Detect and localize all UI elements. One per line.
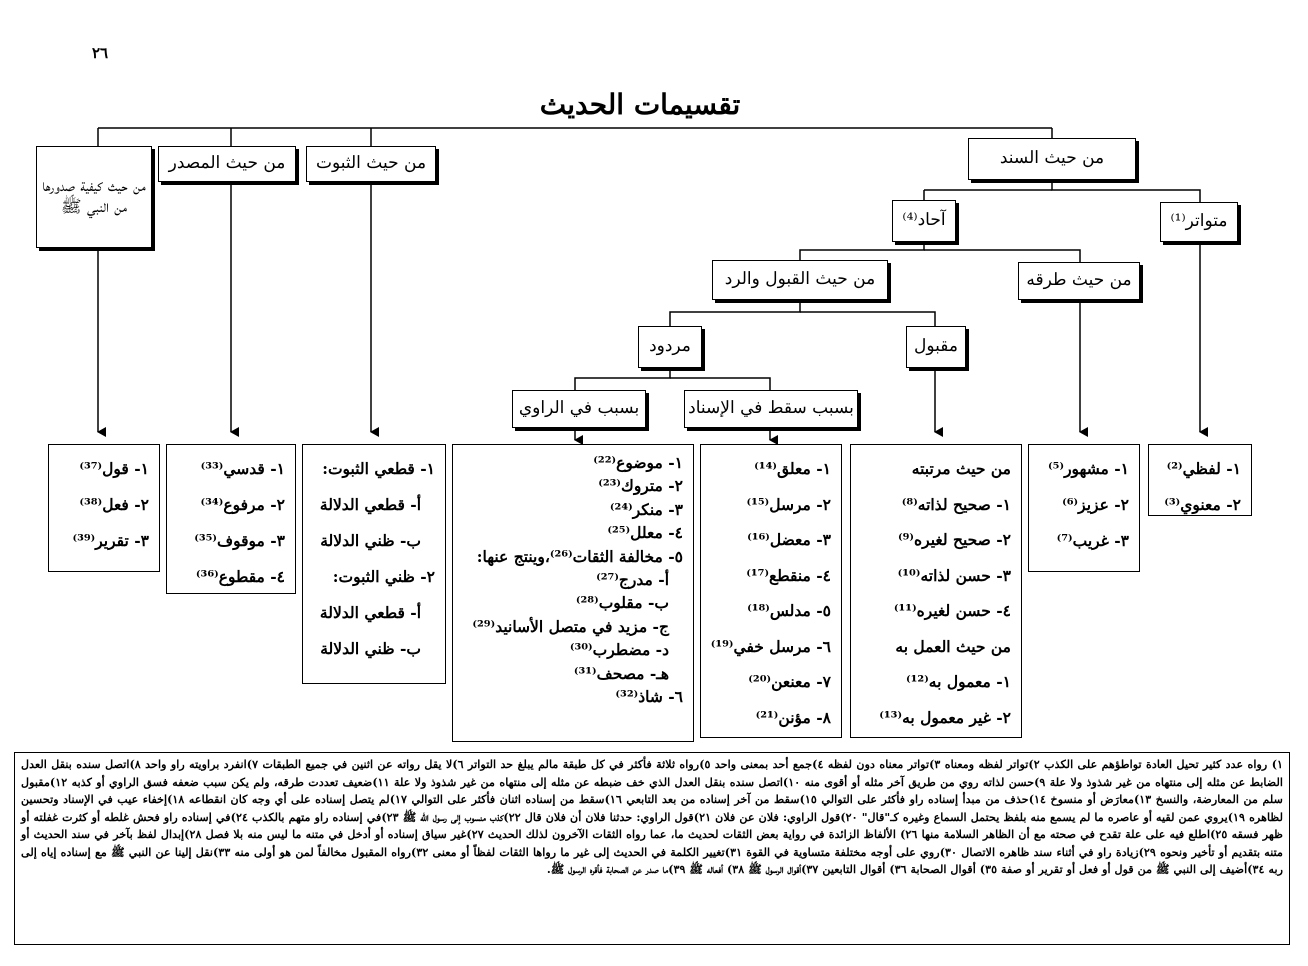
list-item: ١- معلق⁽¹⁴⁾	[754, 459, 831, 478]
list-item: ٥- مخالفة الثقات⁽²⁶⁾،وينتج عنها:	[476, 546, 683, 566]
footnotes-box	[14, 752, 1290, 945]
page-number: ٢٦	[92, 44, 109, 62]
list-item: ٣- منكر⁽²⁴⁾	[609, 499, 683, 519]
list-item: ٤- منقطع⁽¹⁷⁾	[746, 565, 831, 585]
list-item: ٢- مرفوع⁽³⁴⁾	[200, 495, 285, 514]
list-item: ٤- حسن لغيره⁽¹¹⁾	[893, 601, 1011, 620]
list-item: ٧- معنعن⁽²⁰⁾	[748, 672, 831, 691]
list-item: ٢- متروك⁽²³⁾	[598, 476, 683, 496]
list-item: د- مضطرب⁽³⁰⁾	[569, 640, 669, 660]
list-item: ب- ظني الدلالة	[320, 531, 421, 550]
list-item: أ- قطعي الدلالة	[319, 495, 421, 514]
list-item: ٢- غير معمول به⁽¹³⁾	[879, 707, 1011, 727]
list-item: ٤- مقطوع⁽³⁶⁾	[195, 567, 285, 586]
node-sabab-rawi: بسبب في الراوي	[512, 390, 646, 428]
list-item: ١- معمول به⁽¹²⁾	[905, 672, 1011, 691]
list-rawi	[452, 444, 694, 742]
node-mutawatir: متواتر⁽¹⁾	[1160, 202, 1238, 242]
list-heading: من حيث العمل به	[895, 636, 1011, 656]
list-mutawatir	[1148, 444, 1252, 516]
list-item: ٦- شاذ⁽³²⁾	[615, 687, 683, 707]
list-item: ٢- عزيز⁽⁶⁾	[1062, 495, 1129, 514]
list-item: ٨- مؤنن⁽²¹⁾	[755, 707, 831, 727]
list-item: هـ- مصحف⁽³¹⁾	[573, 663, 669, 683]
list-kayfiya	[48, 444, 160, 572]
category-masdar: من حيث المصدر	[158, 146, 296, 182]
list-item: ٢- فعل⁽³⁸⁾	[79, 495, 149, 514]
list-saqt	[700, 444, 842, 738]
list-item: ٢- معنوي⁽³⁾	[1164, 495, 1241, 514]
list-item: ب- مقلوب⁽²⁸⁾	[575, 593, 669, 613]
list-item: ٦- مرسل خفي⁽¹⁹⁾	[710, 636, 831, 656]
list-heading: من حيث مرتبته	[911, 459, 1011, 478]
list-item: ٣- غريب⁽⁷⁾	[1056, 531, 1129, 550]
list-item: أ- قطعي الدلالة	[319, 603, 421, 622]
list-item: ٣- موقوف⁽³⁵⁾	[194, 531, 285, 550]
list-item: ب- ظني الدلالة	[320, 639, 421, 658]
list-maqbul	[850, 444, 1022, 738]
list-item: ٢- صحيح لغيره⁽⁹⁾	[898, 530, 1011, 549]
list-item: ٤- معلل⁽²⁵⁾	[607, 523, 683, 543]
node-mardud: مردود	[638, 326, 702, 368]
category-thubut: من حيث الثبوت	[306, 146, 436, 182]
node-ahad: آحاد⁽⁴⁾	[892, 200, 956, 242]
category-kayfiya: من حيث كيفية صدورها من النبي ﷺ	[36, 146, 152, 248]
list-item: ج- مزيد في متصل الأسانيد⁽²⁹⁾	[472, 616, 669, 636]
list-item: ٣- تقرير⁽³⁹⁾	[72, 531, 149, 550]
list-item: ١- موضوع⁽²²⁾	[593, 453, 683, 472]
list-item: ٢- ظني الثبوت:	[332, 567, 435, 586]
list-item: ٣- حسن لذاته⁽¹⁰⁾	[897, 565, 1011, 585]
footnotes-text: ١) رواه عدد كثير تحيل العادة تواطؤهم على الكذب ٢)تواتر لفظه ومعناه ٣)تواتر معناه دون لفظه ٤)جمع أحد بمعنى واحد ٥)رواه ثلاثة فأكثر في كل طبقة مالم يبلغ حد التواتر ٦)لا يقل رواته عن اثنين في جميع الطبقات ٧)انفرد براويته راو واحد ٨)اتصل سنده بنقل العدل الضابط عن مثله إلى منتهاه من غير شذوذ ولا علة ٩)حسن لذاته روي من طريق آخر مثله أو أقوى منه ١٠)اتصل سنده بنقل العدل الذي خف ضبطه عن مثله إلى منتهاه من غير شذوذ ولا علة ١١)ضعيف تعددت طرقه، ولم يكن سبب ضعفه فسق الراوي أو كذبه ١٢)مقبول سلم من المعارضة، والنسخ ١٣)معارَض أو منسوخ ١٤)حذف من مبدأ إسناده راو فأكثر على التوالي ١٥)سقط من آخر إسناده من بعد التابعي ١٦)سقط من إسناده اثنان فأكثر على التوالي ١٧)لم يتصل إسناده على أي وجه كان انقطاعه ١٨)إخفاء عيب في الإسناد وتحسين لظاهره ١٩)يروي عمن لقيه أو عاصره ما لم يسمع منه بلفظ يحتمل السماع وغيره كـ"قال" ٢٠)قول الراوي: فلان عن فلان ٢١)قول الراوي: حدثنا فلان أن فلان قال ٢٢)كذب منسوب إلى رسول الله ﷺ ٢٣)في إسناده راو متهم بالكذب ٢٤)في إسناده راو فحش غلطه أو كثرت غفلته أو ظهر فسقه ٢٥)اطلع فيه على علة تقدح في صحته مع أن الظاهر السلامة منها ٢٦) الألفاظ الزائدة في رواية بعض الثقات لحديث ما، عما رواه الثقات الآخرون لذلك الحديث ٢٧)غير سياق إسناده أو أدخل في متنه ما ليس منه بلا فصل ٢٨)إبدال لفظ بآخر في سند الحديث أو متنه بتقديم أو تأخير ونحوه ٢٩)زيادة راو في أثناء سند ظاهره الاتصال ٣٠)روي على أوجه مختلفة متساوية في القوة ٣١)تغيير الكلمة في الحديث إلى غير ما رواها الثقات لفظاً أو معنى ٣٢)رواه المقبول مخالفاً لمن هو أولى منه ٣٣)نقل إلينا عن النبي ﷺ مع إسناده إياه إلى ربه ٣٤)أضيف إلى النبي ﷺ من قول أو فعل أو تقرير أو صفة ٣٥) أقوال الصحابة ٣٦) أقوال التابعين ٣٧)أقوال الرسول ﷺ ٣٨) أفعاله ﷺ ٣٩)ما صدر عن الصحابة فأقره الرسول ﷺ.	[21, 757, 1284, 876]
list-item: ١- صحيح لذاته⁽⁸⁾	[901, 494, 1011, 514]
list-item: أ- مدرج⁽²⁷⁾	[596, 570, 669, 590]
node-turuq: من حيث طرقه	[1018, 262, 1140, 300]
list-item: ١- قول⁽³⁷⁾	[79, 459, 149, 478]
node-maqbul: مقبول	[906, 326, 966, 368]
node-saqt-isnad: بسبب سقط في الإسناد	[684, 390, 858, 428]
list-item: ١- قدسي⁽³³⁾	[200, 459, 285, 478]
list-item: ١- قطعي الثبوت:	[322, 459, 435, 478]
list-turuq	[1028, 444, 1140, 572]
list-item: ١- لفظي⁽²⁾	[1166, 459, 1241, 478]
list-thubut	[302, 444, 446, 684]
list-masdar	[166, 444, 296, 594]
diagram-title: تقسيمات الحديث	[539, 88, 741, 121]
list-item: ١- مشهور⁽⁵⁾	[1048, 459, 1129, 478]
node-qabul-radd: من حيث القبول والرد	[712, 260, 888, 300]
list-item: ٥- مدلس⁽¹⁸⁾	[747, 601, 831, 620]
list-item: ٣- معضل⁽¹⁶⁾	[747, 530, 831, 549]
list-item: ٢- مرسل⁽¹⁵⁾	[746, 494, 831, 514]
category-sanad: من حيث السند	[968, 138, 1136, 180]
